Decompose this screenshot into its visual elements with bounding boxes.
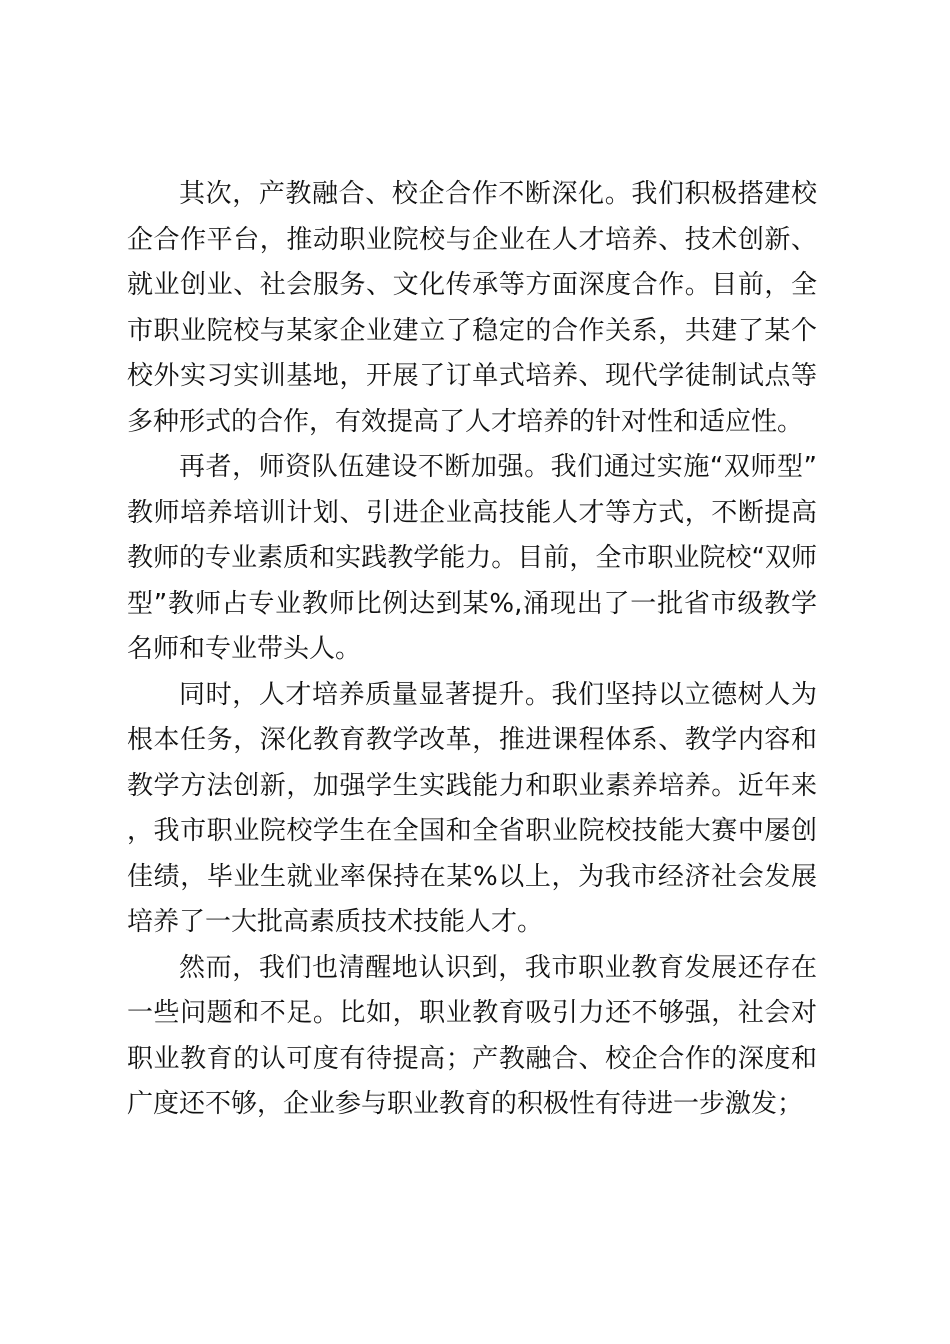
- document-body: [127, 172, 817, 1128]
- paragraph-industry-education-integration: 其次，产教融合、校企合作不断深化。我们积极搭建校企合作平台，推动职业院校与企业在人才培养、技术创新、就业创业、社会服务、文化传承等方面深度合作。目前，全市职业院校与某家企业建立了稳定的合作关系，共建了某个校外实习实训基地，开展了订单式培养、现代学徒制试点等多种形式的合作，有效提高了人才培养的针对性和适应性。: [127, 179, 817, 437]
- paragraph-talent-training-quality: 同时，人才培养质量显著提升。我们坚持以立德树人为根本任务，深化教育教学改革，推进课程体系、教学内容和教学方法创新，加强学生实践能力和职业素养培养。近年来，我市职业院校学生在全国和全省职业院校技能大赛中屡创佳绩，毕业生就业率保持在某%以上，为我市经济社会发展培养了一大批高素质技术技能人才。: [127, 679, 817, 937]
- paragraph-existing-problems: 然而，我们也清醒地认识到，我市职业教育发展还存在一些问题和不足。比如，职业教育吸引力还不够强，社会对职业教育的认可度有待提高；产教融合、校企合作的深度和广度还不够，企业参与职业教育的积极性有待进一步激发；: [127, 952, 817, 1119]
- paragraph-teacher-team-building: 再者，师资队伍建设不断加强。我们通过实施“双师型”教师培养培训计划、引进企业高技能人才等方式，不断提高教师的专业素质和实践教学能力。目前，全市职业院校“双师型”教师占专业教师比例达到某%,涌现出了一批省市级教学名师和专业带头人。: [127, 452, 817, 664]
